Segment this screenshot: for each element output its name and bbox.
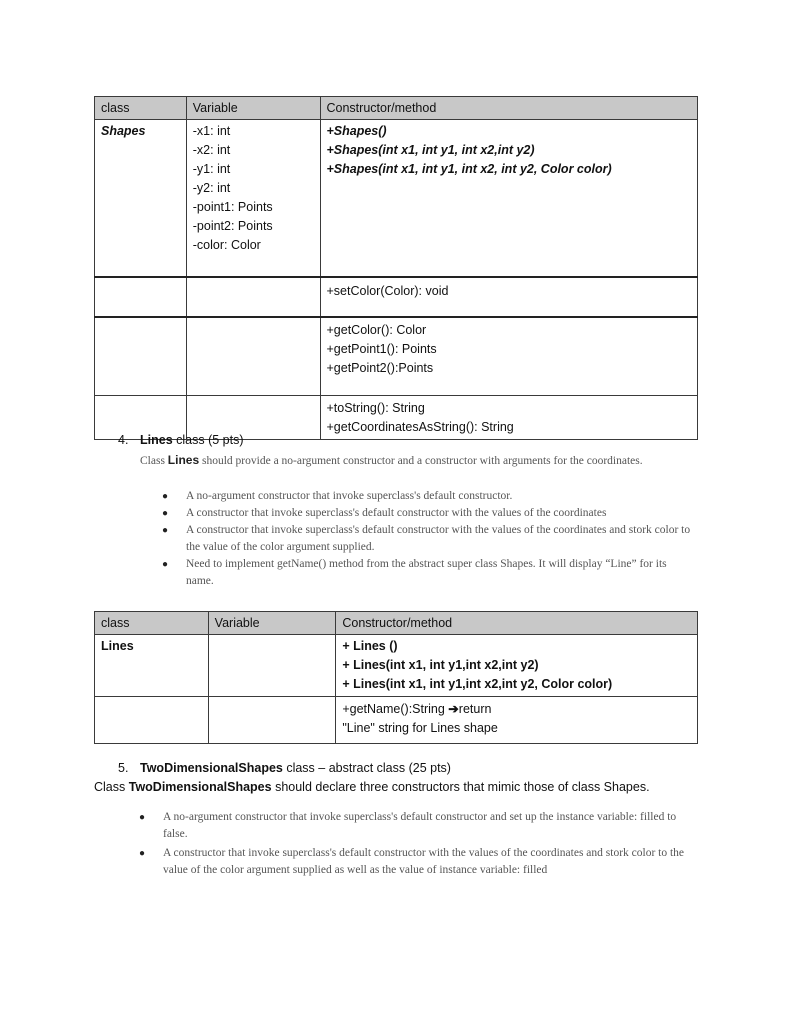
variable-item: -point1: Points [192,200,273,214]
constructor-item: +Shapes(int x1, int y1, int x2,int y2) [326,143,535,157]
section-5-intro: Class TwoDimensionalShapes should declare three constructors that mimic those of class Shapes. [94,780,650,794]
method-item: +getName():String ➔return [342,702,492,716]
table-row [95,697,698,744]
section-4-bullets [162,488,691,590]
table-row [95,317,698,396]
variable-item: -point2: Points [192,219,273,233]
method-item: +toString(): String [326,401,425,415]
constructor-item: + Lines(int x1, int y1,int x2,int y2, Color color) [342,677,613,691]
header-constructor-method: Constructor/method [320,97,698,120]
table-header-row [95,612,698,635]
list-item: ● A constructor that invoke superclass's default constructor with the values of the coordinates and stork color to the value of the color argument supplied as well as the value of instance variable: filled [139,847,685,876]
list-item: ● A constructor that invoke superclass's default constructor with the values of the coordinates [186,505,691,522]
constructor-item: +Shapes() [326,124,387,138]
method-item: "Line" string for Lines shape [342,721,498,735]
variable-item: -y2: int [192,181,231,195]
header-variable: Variable [186,97,320,120]
method-item: +setColor(Color): void [326,283,449,298]
table-header-row [95,97,698,120]
methods-cell [320,396,698,440]
list-item: ● A constructor that invoke superclass's default constructor with the values of the coordinates and stork color to the value of the color argument supplied. [162,524,691,553]
table-row [95,277,698,317]
variable-item: -x1: int [192,124,231,138]
header-class: class [95,97,187,120]
table-row [95,635,698,697]
header-variable: Variable [208,612,336,635]
bullet-icon: ● [162,559,169,570]
variable-item: -x2: int [192,143,231,157]
shapes-table [94,96,698,440]
method-item: +getCoordinatesAsString(): String [326,420,514,434]
bullet-icon: ● [162,508,169,519]
list-item: ● Need to implement getName() method from the abstract super class Shapes. It will display “Line” for its name. [162,558,667,587]
method-item: +getPoint1(): Points [326,341,437,356]
variable-item: -y1: int [192,162,231,176]
section-4-heading: 4. Lines class (5 pts) [118,433,244,447]
header-class: class [95,612,209,635]
list-item: ● A no-argument constructor that invoke superclass's default constructor. [186,488,691,505]
section-4-intro: Class Lines should provide a no-argument constructor and a constructor with arguments for the coordinates. [140,453,643,467]
methods-cell [320,317,698,396]
class-name: Shapes [101,124,146,138]
constructor-item: +Shapes(int x1, int y1, int x2, int y2, Color color) [326,162,612,176]
class-name: Lines [101,639,134,653]
class-name-cell [95,120,187,277]
section-5-bullets [139,809,693,879]
methods-cell [336,697,698,744]
class-name-cell [95,635,209,697]
bullet-icon: ● [139,812,146,823]
constructors-cell [336,635,698,697]
bullet-icon: ● [162,525,169,536]
method-item: +getColor(): Color [326,322,427,337]
constructor-item: + Lines () [342,639,398,653]
section-5-heading: 5. TwoDimensionalShapes class – abstract class (25 pts) [118,761,451,775]
variable-item: -color: Color [192,238,261,252]
constructor-item: + Lines(int x1, int y1,int x2,int y2) [342,658,539,672]
constructors-cell [320,120,698,277]
table-row [95,120,698,277]
arrow-right-icon: ➔ [448,702,459,716]
lines-table [94,611,698,744]
variables-cell [186,120,320,277]
methods-cell [320,277,698,317]
list-item: ● A no-argument constructor that invoke superclass's default constructor and set up the instance variable: filled to false. [139,811,677,840]
method-item: +getPoint2():Points [326,360,434,375]
header-constructor-method: Constructor/method [336,612,698,635]
bullet-icon: ● [162,491,169,502]
bullet-icon: ● [139,848,146,859]
